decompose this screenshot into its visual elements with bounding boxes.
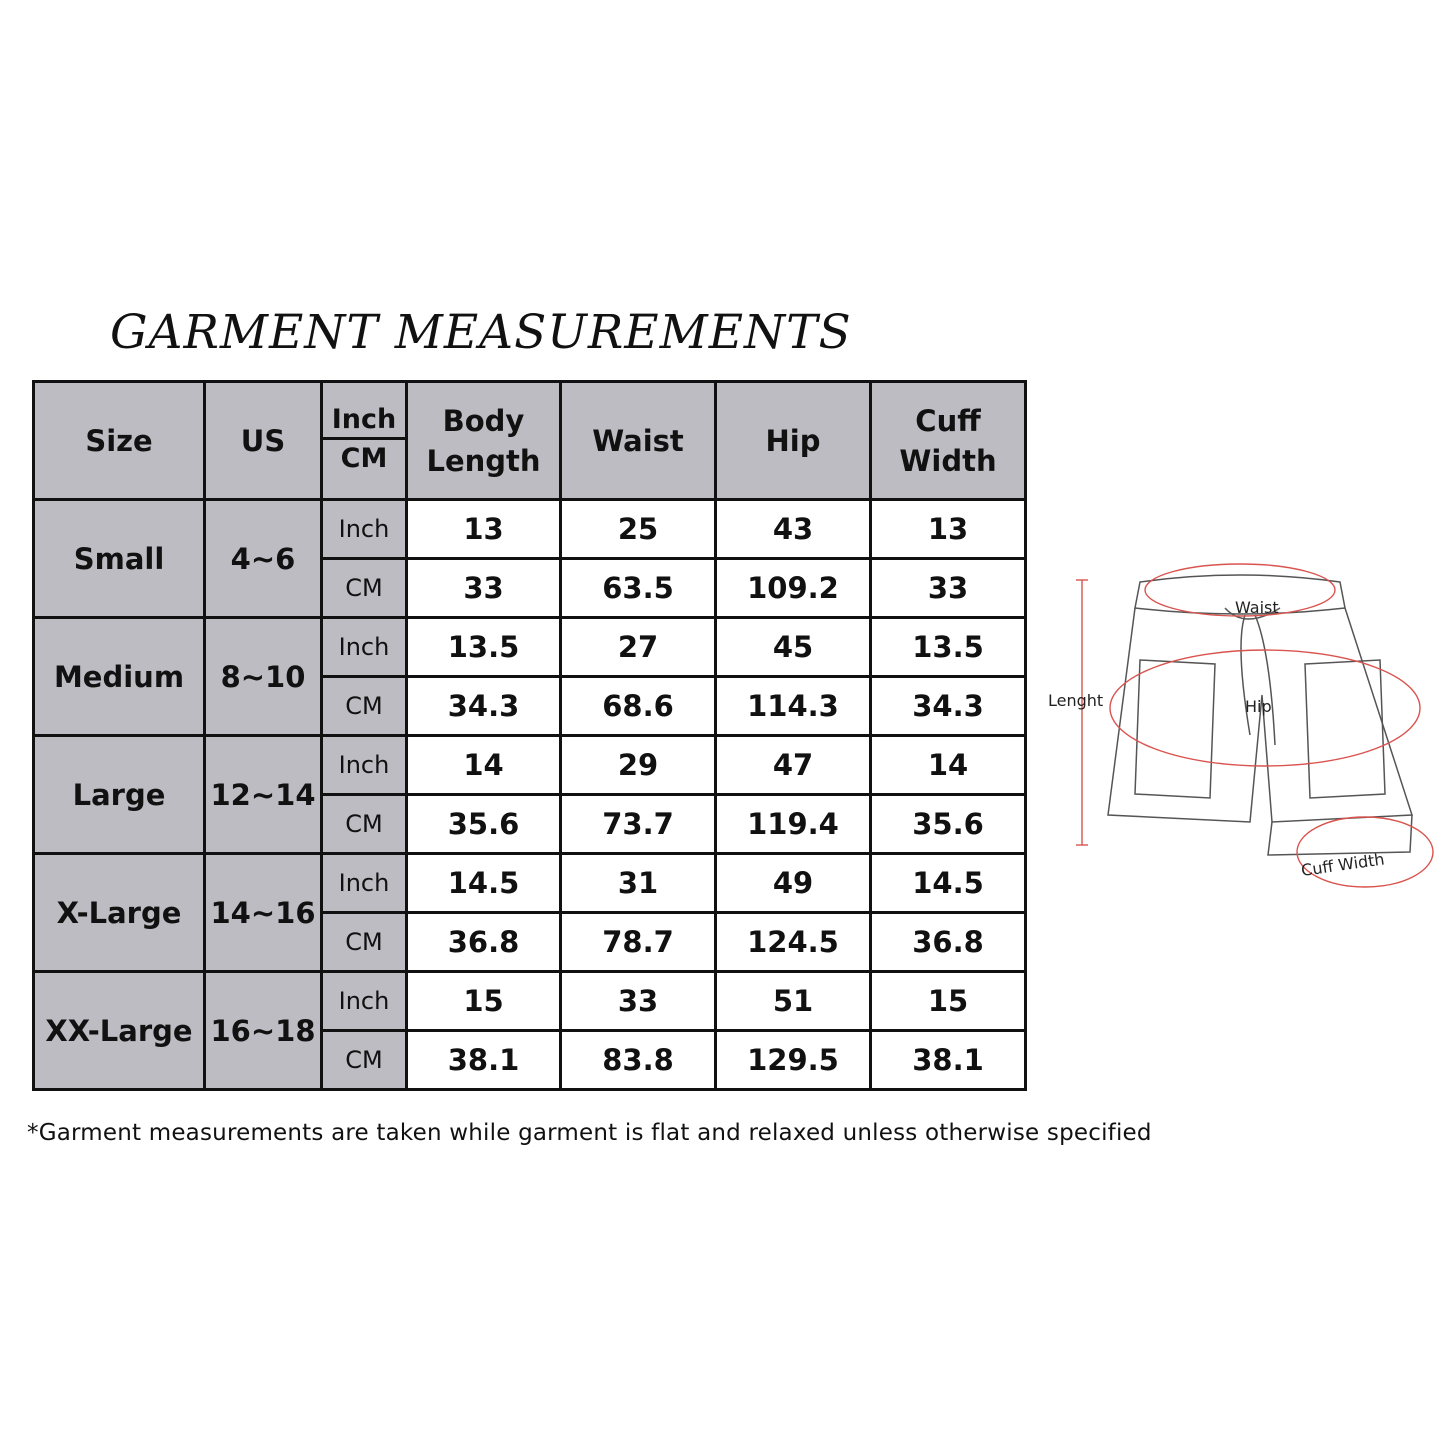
unit-cell: Inch (322, 500, 407, 559)
unit-cell: CM (322, 1031, 407, 1090)
unit-cell: CM (322, 677, 407, 736)
hip-cell: 49 (716, 854, 871, 913)
body-length-cell: 33 (407, 559, 561, 618)
us-size-cell: 12~14 (205, 736, 322, 854)
hip-cell: 47 (716, 736, 871, 795)
cuff-width-cell: 13 (871, 500, 1026, 559)
cuff-width-cell: 14 (871, 736, 1026, 795)
header-unit-inch: Inch (323, 403, 405, 440)
unit-cell: CM (322, 559, 407, 618)
hip-cell: 45 (716, 618, 871, 677)
header-us: US (205, 382, 322, 500)
waist-cell: 63.5 (561, 559, 716, 618)
waist-cell: 31 (561, 854, 716, 913)
us-size-cell: 8~10 (205, 618, 322, 736)
table-row (34, 972, 1026, 1031)
waist-cell: 78.7 (561, 913, 716, 972)
page-title: GARMENT MEASUREMENTS (110, 305, 852, 360)
cuff-width-cell: 15 (871, 972, 1026, 1031)
cuff-width-cell: 34.3 (871, 677, 1026, 736)
waist-cell: 27 (561, 618, 716, 677)
body-length-cell: 14.5 (407, 854, 561, 913)
waist-cell: 68.6 (561, 677, 716, 736)
body-length-cell: 38.1 (407, 1031, 561, 1090)
waist-cell: 73.7 (561, 795, 716, 854)
cuff-width-cell: 36.8 (871, 913, 1026, 972)
cuff-width-cell: 14.5 (871, 854, 1026, 913)
hip-cell: 119.4 (716, 795, 871, 854)
hip-cell: 109.2 (716, 559, 871, 618)
header-waist: Waist (561, 382, 716, 500)
table-row (34, 736, 1026, 795)
body-length-cell: 35.6 (407, 795, 561, 854)
body-length-cell: 36.8 (407, 913, 561, 972)
unit-cell: Inch (322, 618, 407, 677)
cuff-width-cell: 38.1 (871, 1031, 1026, 1090)
header-unit-cm: CM (340, 443, 388, 474)
header-unit (322, 382, 407, 500)
us-size-cell: 4~6 (205, 500, 322, 618)
unit-cell: CM (322, 795, 407, 854)
size-chart-table (32, 380, 1027, 1091)
hip-cell: 129.5 (716, 1031, 871, 1090)
size-cell: Medium (34, 618, 205, 736)
us-size-cell: 14~16 (205, 854, 322, 972)
table-row (34, 854, 1026, 913)
hip-cell: 43 (716, 500, 871, 559)
hip-label: Hip (1245, 697, 1272, 716)
hip-cell: 114.3 (716, 677, 871, 736)
size-cell: XX-Large (34, 972, 205, 1090)
length-label: Lenght (1048, 691, 1104, 710)
table-row (34, 618, 1026, 677)
hip-cell: 51 (716, 972, 871, 1031)
header-cuff-width: Cuff Width (871, 382, 1026, 500)
cuff-width-cell: 13.5 (871, 618, 1026, 677)
size-cell: Small (34, 500, 205, 618)
unit-cell: Inch (322, 854, 407, 913)
waist-cell: 29 (561, 736, 716, 795)
body-length-cell: 13.5 (407, 618, 561, 677)
header-body-length: Body Length (407, 382, 561, 500)
body-length-cell: 34.3 (407, 677, 561, 736)
waist-cell: 33 (561, 972, 716, 1031)
cuff-width-cell: 35.6 (871, 795, 1026, 854)
cuff-width-label: Cuff Width (1299, 849, 1386, 880)
hip-cell: 124.5 (716, 913, 871, 972)
cuff-width-cell: 33 (871, 559, 1026, 618)
unit-cell: Inch (322, 972, 407, 1031)
body-length-cell: 14 (407, 736, 561, 795)
footnote: *Garment measurements are taken while garment is flat and relaxed unless otherwise specified (27, 1120, 1152, 1146)
header-hip: Hip (716, 382, 871, 500)
table-row (34, 500, 1026, 559)
header-size: Size (34, 382, 205, 500)
body-length-cell: 15 (407, 972, 561, 1031)
size-cell: X-Large (34, 854, 205, 972)
unit-cell: Inch (322, 736, 407, 795)
table-header-row (34, 382, 1026, 500)
shorts-diagram (1040, 560, 1440, 900)
body-length-cell: 13 (407, 500, 561, 559)
size-cell: Large (34, 736, 205, 854)
waist-label: Waist (1235, 598, 1279, 617)
waist-cell: 25 (561, 500, 716, 559)
unit-cell: CM (322, 913, 407, 972)
us-size-cell: 16~18 (205, 972, 322, 1090)
waist-cell: 83.8 (561, 1031, 716, 1090)
